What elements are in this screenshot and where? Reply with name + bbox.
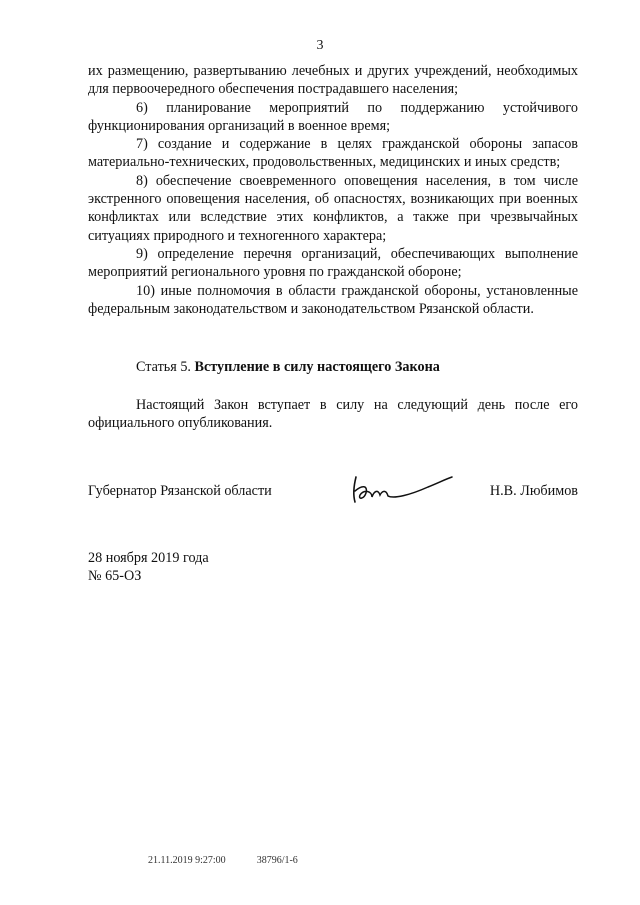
law-number: № 65-ОЗ bbox=[88, 568, 142, 585]
signature-row bbox=[88, 481, 578, 511]
paragraph-item-6: 6) планирование мероприятий по поддержанию устойчивого функционирования организаций в военное время; bbox=[88, 99, 578, 134]
article-text: Настоящий Закон вступает в силу на следующий день после его официального опубликования. bbox=[88, 397, 578, 432]
footer-code: 38796/1-6 bbox=[256, 855, 298, 866]
paragraph-item-8: 8) обеспечение своевременного оповещения населения, в том числе экстренного оповещения населения, об опасностях, возникающих при военных конфликтах или вследствие этих конфликтов, а также при чрезвычайных ситуациях природного и техногенного характера; bbox=[88, 172, 578, 244]
handwritten-signature bbox=[348, 469, 458, 509]
paragraph-item-10: 10) иные полномочия в области гражданской обороны, установленные федеральным законодательством и законодательством Рязанской области. bbox=[88, 282, 578, 317]
law-date-block bbox=[88, 549, 209, 586]
paragraph-item-7: 7) создание и содержание в целях гражданской обороны запасов материально-технических, продовольственных, медицинских и иных средств; bbox=[88, 136, 578, 171]
law-date: 28 ноября 2019 года bbox=[88, 550, 209, 566]
article-title: Вступление в силу настоящего Закона bbox=[194, 359, 440, 375]
footer-stamp bbox=[148, 855, 298, 866]
footer-timestamp: 21.11.2019 9:27:00 bbox=[148, 855, 226, 866]
paragraph-item-9: 9) определение перечня организаций, обеспечивающих выполнение мероприятий регионального уровня по гражданской обороне; bbox=[88, 245, 578, 281]
article-label: Статья 5. bbox=[136, 359, 191, 375]
paragraph-continuation: их размещению, развертыванию лечебных и других учреждений, необходимых для первоочередного обеспечения пострадавшего населения; bbox=[88, 63, 578, 98]
page-number: 3 bbox=[316, 38, 324, 53]
article-heading bbox=[136, 359, 440, 376]
governor-name: Н.В. Любимов bbox=[489, 483, 578, 499]
body-text bbox=[88, 62, 578, 318]
governor-title: Губернатор Рязанской области bbox=[88, 483, 272, 499]
